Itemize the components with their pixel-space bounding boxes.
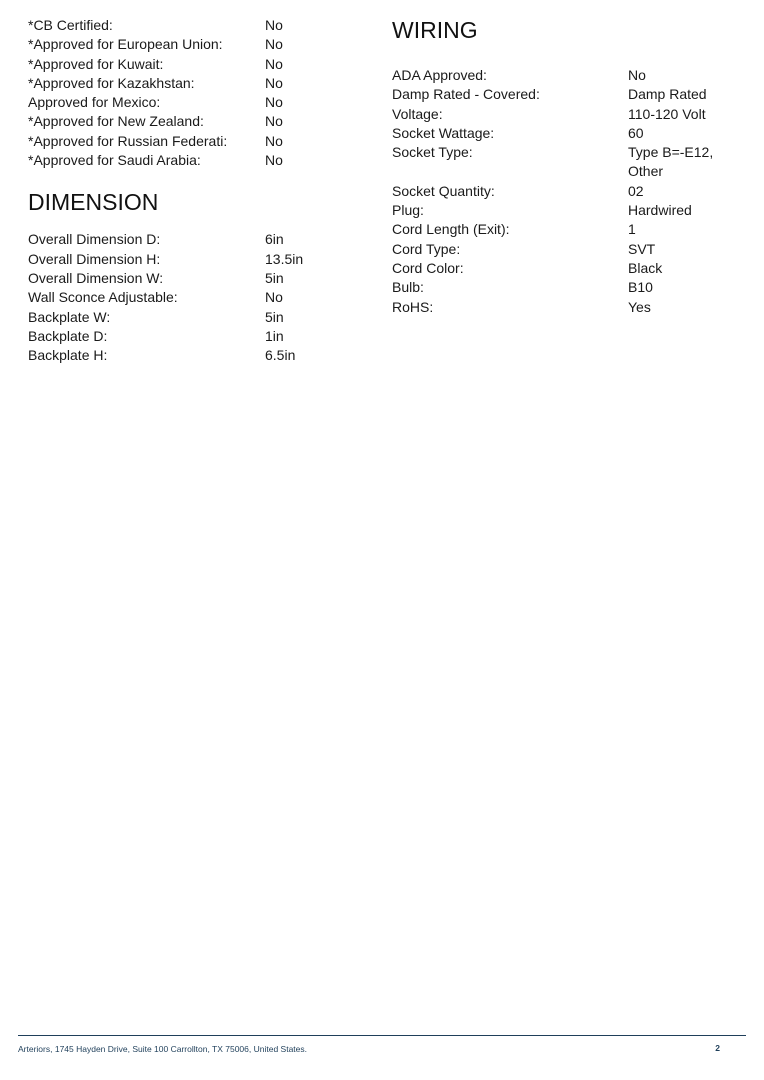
spec-row bbox=[28, 132, 368, 151]
spec-value: 5in bbox=[265, 269, 284, 286]
wiring-list bbox=[392, 66, 742, 317]
spec-value: No bbox=[265, 55, 283, 72]
spec-label: Overall Dimension D: bbox=[28, 231, 161, 248]
spec-row bbox=[28, 327, 368, 346]
spec-value: No bbox=[265, 132, 283, 149]
spec-row bbox=[392, 201, 742, 220]
spec-row bbox=[392, 124, 742, 143]
approvals-list bbox=[28, 16, 368, 170]
spec-row bbox=[392, 143, 742, 182]
spec-value: SVT bbox=[628, 240, 656, 257]
spacer bbox=[392, 44, 742, 66]
spec-value: 110-120 Volt bbox=[628, 105, 706, 122]
left-column bbox=[28, 16, 368, 365]
spec-label: *Approved for Saudi Arabia: bbox=[28, 152, 201, 169]
spec-label: Backplate W: bbox=[28, 308, 111, 325]
spec-value: Type B=-E12, Other bbox=[628, 144, 714, 180]
spec-value: No bbox=[628, 67, 646, 83]
spec-row bbox=[392, 182, 742, 201]
spec-row bbox=[392, 66, 742, 85]
spec-row bbox=[28, 35, 368, 54]
spec-row bbox=[392, 220, 742, 239]
spec-row bbox=[392, 85, 742, 104]
spec-row bbox=[28, 16, 368, 35]
spec-row bbox=[28, 250, 368, 269]
spec-value: 02 bbox=[628, 182, 644, 199]
spec-label: *Approved for Kazakhstan: bbox=[28, 74, 195, 91]
spec-label: *CB Certified: bbox=[28, 17, 113, 33]
spec-row bbox=[28, 288, 368, 307]
spec-value: No bbox=[265, 74, 283, 91]
spec-value: Yes bbox=[628, 298, 651, 315]
spec-label: Backplate H: bbox=[28, 347, 108, 364]
page-number: 2 bbox=[715, 1043, 720, 1053]
spec-value: 13.5in bbox=[265, 250, 304, 267]
spec-label: Socket Type: bbox=[392, 144, 473, 161]
spec-value: 5in bbox=[265, 308, 284, 325]
spec-label: Socket Quantity: bbox=[392, 182, 495, 199]
spec-label: *Approved for European Union: bbox=[28, 36, 223, 53]
spec-value: Black bbox=[628, 259, 663, 276]
spec-label: RoHS: bbox=[392, 298, 434, 315]
right-column bbox=[392, 16, 742, 317]
spec-value: 1in bbox=[265, 327, 284, 344]
spec-row bbox=[28, 93, 368, 112]
spec-label: Cord Color: bbox=[392, 259, 464, 276]
spec-value: No bbox=[265, 36, 283, 53]
dimension-list bbox=[28, 230, 368, 365]
spec-row bbox=[28, 308, 368, 327]
spec-label: Approved for Mexico: bbox=[28, 94, 161, 111]
spec-row bbox=[28, 151, 368, 170]
spec-value: Hardwired bbox=[628, 202, 692, 219]
spec-value: No bbox=[265, 289, 283, 306]
spec-label: Wall Sconce Adjustable: bbox=[28, 289, 178, 306]
spec-value: No bbox=[265, 152, 283, 169]
spec-row bbox=[392, 105, 742, 124]
spec-label: Plug: bbox=[392, 202, 424, 219]
spec-value: 1 bbox=[628, 221, 636, 238]
spec-label: *Approved for Kuwait: bbox=[28, 55, 164, 72]
spec-label: Overall Dimension H: bbox=[28, 250, 161, 267]
spec-row bbox=[392, 240, 742, 259]
spec-label: Voltage: bbox=[392, 105, 443, 122]
spec-label: Backplate D: bbox=[28, 327, 108, 344]
footer-address: Arteriors, 1745 Hayden Drive, Suite 100 Carrollton, TX 75006, United States. bbox=[18, 1044, 307, 1054]
spec-label: Damp Rated - Covered: bbox=[392, 86, 540, 103]
spec-value: No bbox=[265, 17, 283, 33]
spec-row bbox=[28, 74, 368, 93]
spec-value: 60 bbox=[628, 124, 644, 141]
dimension-heading: DIMENSION bbox=[28, 189, 159, 216]
spacer bbox=[28, 216, 368, 230]
spec-row bbox=[28, 230, 368, 249]
spec-row bbox=[28, 346, 368, 365]
spec-value: 6in bbox=[265, 231, 284, 248]
spec-label: *Approved for New Zealand: bbox=[28, 113, 204, 130]
spec-label: Socket Wattage: bbox=[392, 124, 495, 141]
wiring-heading: WIRING bbox=[392, 17, 478, 43]
spacer bbox=[28, 170, 368, 188]
footer-divider bbox=[18, 1035, 746, 1036]
spec-label: *Approved for Russian Federati: bbox=[28, 132, 228, 149]
spec-value: Damp Rated bbox=[628, 86, 707, 103]
spec-value: 6.5in bbox=[265, 347, 296, 364]
spec-value: B10 bbox=[628, 279, 653, 296]
spec-label: Overall Dimension W: bbox=[28, 269, 164, 286]
spec-label: Cord Type: bbox=[392, 240, 461, 257]
spec-value: No bbox=[265, 94, 283, 111]
spec-row bbox=[392, 298, 742, 317]
spec-label: ADA Approved: bbox=[392, 67, 487, 83]
spec-row bbox=[28, 55, 368, 74]
spec-label: Bulb: bbox=[392, 279, 424, 296]
spec-row bbox=[392, 278, 742, 297]
spec-value: No bbox=[265, 113, 283, 130]
spec-label: Cord Length (Exit): bbox=[392, 221, 510, 238]
spec-row bbox=[392, 259, 742, 278]
spec-row bbox=[28, 269, 368, 288]
spec-row bbox=[28, 112, 368, 131]
